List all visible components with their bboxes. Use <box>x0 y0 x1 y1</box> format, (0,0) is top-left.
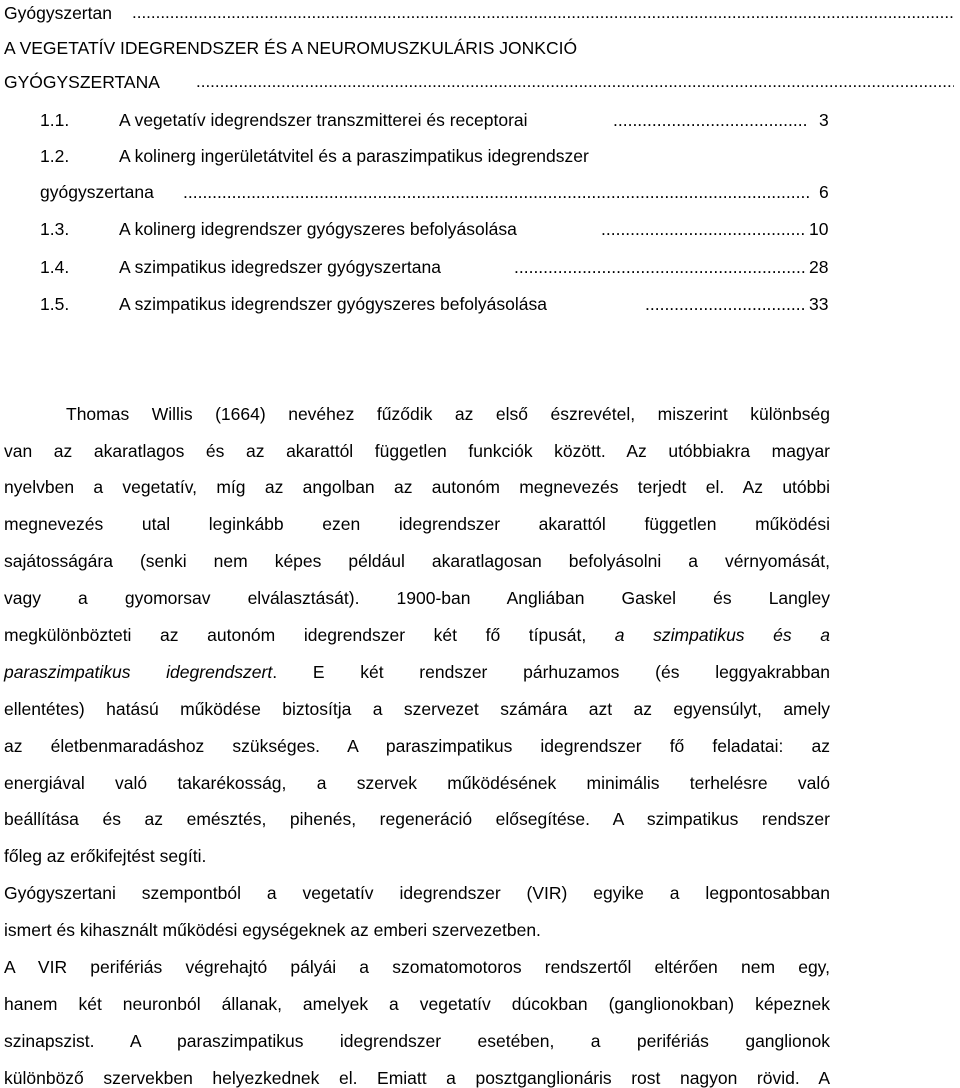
body-line-text: megkülönbözteti az autonóm idegrendszer két fő típusát, <box>4 625 587 645</box>
body-line: van az akaratlagos és az akarattól független funkciók között. Az utóbbiakra magyar <box>4 441 830 461</box>
toc-header[interactable] <box>4 3 112 23</box>
toc-entry-number: 1.4. <box>40 257 70 277</box>
toc-entry-page: 3 <box>819 110 829 130</box>
toc-leader-dots <box>613 110 809 130</box>
toc-part-title-line2: GYÓGYSZERTANA <box>4 72 160 92</box>
body-line <box>4 662 830 682</box>
toc-entry-page: 28 <box>809 257 829 277</box>
toc-entry-1-1[interactable] <box>0 110 960 132</box>
toc-leader-dots <box>601 219 805 239</box>
toc-entry-page: 33 <box>809 294 829 314</box>
toc-entry-number: 1.5. <box>40 294 70 314</box>
toc-leader-dots <box>132 3 954 23</box>
toc-entry-title: A szimpatikus idegredszer gyógyszertana <box>119 257 441 277</box>
toc-header-label: Gyógyszertan <box>4 3 112 23</box>
body-line: A VIR perifériás végrehajtó pályái a szomatomotoros rendszertől eltérően nem egy, <box>4 957 830 977</box>
toc-entry-title: A kolinerg idegrendszer gyógyszeres befolyásolása <box>119 219 517 239</box>
body-line: szinapszist. A paraszimpatikus idegrendszer esetében, a perifériás ganglionok <box>4 1031 830 1051</box>
body-line: Gyógyszertani szempontból a vegetatív idegrendszer (VIR) egyike a legpontosabban <box>4 883 830 903</box>
body-line: beállítása és az emésztés, pihenés, regeneráció elősegítése. A szimpatikus rendszer <box>4 809 830 829</box>
toc-entry-page: 10 <box>809 219 829 239</box>
toc-leader-dots <box>196 72 954 92</box>
toc-part-title-line1: A VEGETATÍV IDEGRENDSZER ÉS A NEUROMUSZKULÁRIS JONKCIÓ <box>4 38 578 58</box>
toc-entry-title: A szimpatikus idegrendszer gyógyszeres befolyásolása <box>119 294 547 314</box>
toc-entry-number: 1.2. <box>40 146 70 166</box>
body-line: az életbenmaradáshoz szükséges. A paraszimpatikus idegrendszer fő feladatai: az <box>4 736 830 756</box>
toc-entry-title: A vegetatív idegrendszer transzmitterei és receptorai <box>119 110 528 130</box>
body-line <box>4 625 830 645</box>
body-line: főleg az erőkifejtést segíti. <box>4 846 207 866</box>
toc-entry-1-3[interactable] <box>0 219 960 241</box>
toc-part-title-cont[interactable] <box>4 72 160 92</box>
toc-leader-dots <box>514 257 805 277</box>
toc-entry-1-2[interactable] <box>0 146 960 168</box>
body-line: ellentétes) hatású működése biztosítja a szervezet számára azt az egyensúlyt, amely <box>4 699 830 719</box>
toc-part-title[interactable] <box>4 38 577 58</box>
toc-entry-1-2-cont[interactable] <box>0 182 960 204</box>
body-line-italic: paraszimpatikus idegrendszert <box>4 662 273 682</box>
body-line: nyelvben a vegetatív, míg az angolban az autonóm megnevezés terjedt el. Az utóbbi <box>4 477 830 497</box>
body-line: Thomas Willis (1664) nevéhez fűződik az első észrevétel, miszerint különbség <box>66 404 830 424</box>
toc-leader-dots <box>645 294 805 314</box>
body-line: megnevezés utal leginkább ezen idegrendszer akarattól független működési <box>4 514 830 534</box>
body-line: ismert és kihasznált működési egységeknek az emberi szervezetben. <box>4 920 541 940</box>
body-line: sajátosságára (senki nem képes például akaratlagosan befolyásolni a vérnyomását, <box>4 551 830 571</box>
toc-entry-1-5[interactable] <box>0 294 960 316</box>
body-line-text: . E két rendszer párhuzamos (és leggyakrabban <box>272 662 831 682</box>
toc-leader-dots <box>183 182 809 202</box>
body-line-italic: a szimpatikus és a <box>614 625 830 645</box>
toc-entry-number: 1.3. <box>40 219 70 239</box>
body-line: energiával való takarékosság, a szervek működésének minimális terhelésre való <box>4 773 830 793</box>
body-line: hanem két neuronból állanak, amelyek a vegetatív dúcokban (ganglionokban) képeznek <box>4 994 830 1014</box>
toc-entry-title: A kolinerg ingerületátvitel és a paraszimpatikus idegrendszer <box>119 146 589 166</box>
toc-entry-page: 6 <box>819 182 829 202</box>
toc-entry-number: 1.1. <box>40 110 70 130</box>
toc-entry-title-cont: gyógyszertana <box>40 182 154 202</box>
body-line: különböző szervekben helyezkednek el. Emiatt a posztganglionáris rost nagyon rövid. A <box>4 1068 830 1088</box>
body-line: vagy a gyomorsav elválasztását). 1900-ban Angliában Gaskel és Langley <box>4 588 830 608</box>
toc-entry-1-4[interactable] <box>0 257 960 279</box>
